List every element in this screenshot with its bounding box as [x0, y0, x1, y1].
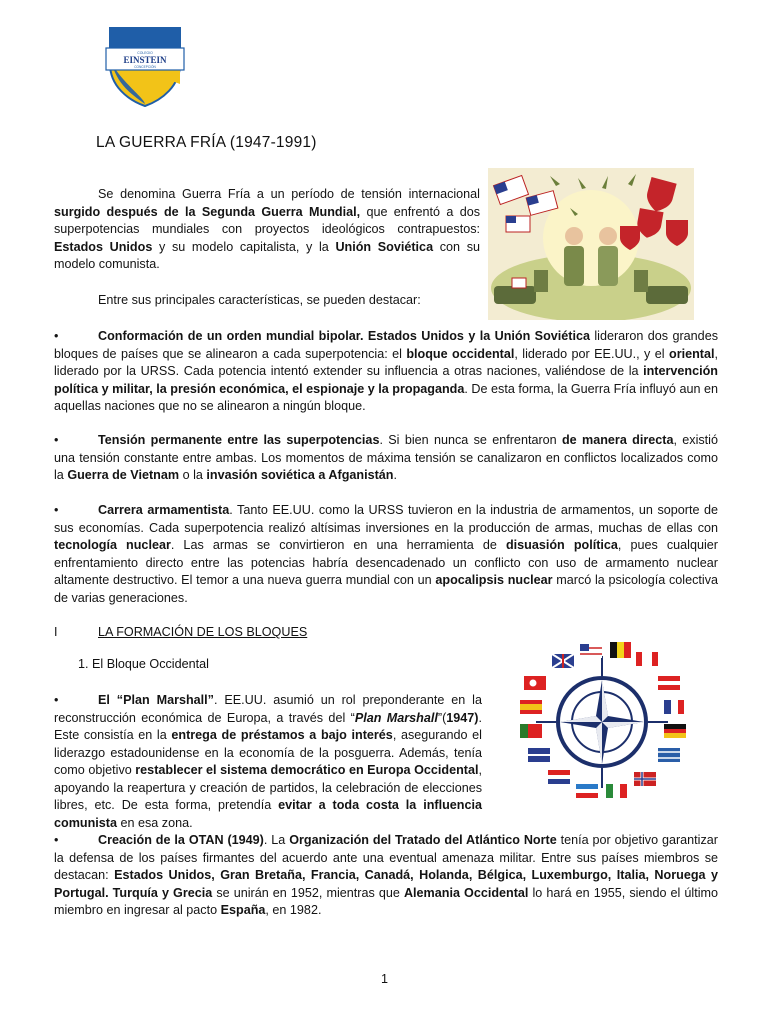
b3-bold-7: apocalipsis nuclear [435, 573, 553, 587]
m-9: , asegurando el liderazgo estadounidense en la economía de la posguerra. Además, tenía como objetivo [54, 728, 482, 777]
b3-text-6: , pues cualquier enfrentamiento directo entre las potencias habría desencadenado un conflicto con uso de armamento nuclear altamente destructivo. El temor a una nueva guerra mundial con un [54, 538, 718, 587]
o-3: Organización del Tratado del Atlántico Norte [289, 833, 557, 847]
o-9: España [220, 903, 266, 917]
b3-bold-3: tecnología nuclear [54, 538, 171, 552]
list-intro: Entre sus principales características, se pueden destacar: [98, 293, 421, 307]
m-11: , apoyando la reapertura y creación de partidos, la celebración de elecciones libres, etc. De esta forma, pretendía [54, 763, 482, 812]
bullet-bipolar [54, 328, 718, 416]
m-5: ”( [437, 710, 447, 725]
page-title: LA GUERRA FRÍA (1947-1991) [96, 134, 317, 151]
m-13: en esa zona. [116, 815, 193, 830]
m-12: evitar a toda costa la influencia comunista [54, 798, 482, 830]
m-1: El [98, 693, 117, 707]
bullet-marker: • [54, 329, 59, 343]
b2-bold-5: Guerra de Vietnam [67, 468, 180, 482]
b2-text-8: . [393, 468, 397, 482]
b1-text-8: . De esta forma, la Guerra Fría influyó aun en aquellas naciones que no se alinearon a ningún bloque. [54, 381, 718, 413]
intro-text-1: Se denomina Guerra Fría a un período de tensión internacional [98, 187, 480, 201]
bullet-tension [54, 432, 718, 485]
cold-war-cartoon-image [488, 168, 694, 320]
bullet-otan [54, 832, 718, 920]
m-8: entrega de préstamos a bajo interés [171, 728, 393, 742]
b2-bold-3: de manera directa [561, 433, 674, 447]
b2-text-6: o la [179, 468, 207, 482]
section-heading [54, 625, 307, 639]
m-3: . EE.UU. asumió un rol preponderante en la reconstrucción económica de Europa, a través del “ [54, 693, 482, 725]
b1-bold-7: intervención política y militar, la presión económica, el espionaje y la propaganda [54, 364, 718, 396]
nato-flags-image [516, 636, 688, 808]
b1-bold-3: bloque occidental [406, 346, 515, 361]
intro-bold-3: Unión Soviética [335, 239, 434, 254]
b2-text-4: , existió una tensión constante entre ambas. Los momentos de máxima tensión se canalizaron en conflictos localizados como la [54, 433, 718, 482]
intro-text-3: y su modelo capitalista, y la [152, 239, 336, 254]
b3-bold-1: Carrera armamentista [98, 503, 230, 517]
school-logo [104, 24, 186, 108]
section-label: LA FORMACIÓN DE LOS BLOQUES [98, 625, 308, 639]
intro-text-2: que enfrentó a dos superpotencias mundiales con proyectos ideológicos contrapuestos: [54, 204, 481, 236]
b3-bold-5: disuasión política [505, 538, 618, 552]
b3-text-4: . Las armas se convirtieron en una herramienta de [170, 538, 506, 552]
o-8: lo hará en 1955, siendo el último miembro en ingresar al pacto [54, 885, 718, 917]
b2-text-2: . Si bien nunca se enfrentaron [379, 433, 562, 447]
m-4: Plan Marshall [354, 710, 438, 725]
o-5: Estados Unidos, Gran Bretaña, Francia, Canadá, Holanda, Bélgica, Luxemburgo, Italia, Noruega y Portugal. Turquía y Grecia [54, 868, 718, 900]
bullet-arms-race [54, 502, 718, 607]
b1-bold-5: oriental [669, 346, 715, 361]
b1-bold-1: Conformación de un orden mundial bipolar. Estados Unidos y la Unión Soviética [98, 329, 590, 343]
subsection-heading: 1. El Bloque Occidental [78, 657, 209, 671]
section-number: I [54, 625, 58, 639]
intro-text-4: con su modelo comunista. [54, 239, 480, 271]
o-2: . La [263, 833, 290, 847]
intro-bold-1: surgido después de la Segunda Guerra Mundial, [54, 204, 361, 219]
b1-text-4: , liderado por EE.UU., y el [514, 346, 670, 361]
bullet-marshall-plan [54, 692, 482, 832]
intro-paragraph [54, 186, 480, 274]
logo-name: EINSTEIN [123, 55, 167, 65]
o-6: se unirán en 1952, mientras que [212, 885, 404, 900]
bullet-marker: • [54, 503, 59, 517]
logo-bottom-text: CONCEPCIÓN [134, 65, 156, 69]
bullet-marker: • [54, 693, 59, 707]
b3-text-2: . Tanto EE.UU. como la URSS tuvieron en la industria de armamentos, un soporte de sus economías. Cada superpotencia realizó altísimas inversiones en la producción de armas, muchas de ellas con [54, 503, 718, 535]
o-4: tenía por objetivo garantizar la defensa de los países firmantes del acuerdo ante una eventual amenaza militar. Entre sus países miembros se destacan: [54, 833, 718, 882]
b1-text-6: , liderado por la URSS. Cada potencia intentó extender su influencia a otras naciones, valiéndose de la [54, 346, 719, 378]
intro-bold-2: Estados Unidos [54, 239, 153, 254]
bullet-marker: • [54, 433, 59, 447]
o-10: , en 1982. [265, 903, 322, 917]
o-1: Creación de la OTAN (1949) [98, 833, 264, 847]
bullet-marker: • [54, 833, 59, 847]
m-6: 1947) [446, 710, 479, 725]
b2-bold-7: invasión soviética a Afganistán [206, 468, 394, 482]
o-7: Alemania Occidental [403, 885, 529, 900]
m-2: “Plan Marshall” [116, 693, 214, 707]
m-7: . Este consistía en la [54, 710, 482, 742]
logo-top-text: COLEGIO [137, 51, 153, 55]
b1-text-2: lideraron dos grandes bloques de países que se alinearon a cada superpotencia: el [54, 329, 718, 361]
page-number: 1 [381, 972, 389, 986]
b3-text-8: marcó la psicología colectiva de varias generaciones. [54, 573, 718, 605]
b2-bold-1: Tensión permanente entre las superpotencias [98, 433, 380, 447]
m-10: restablecer el sistema democrático en Europa Occidental [135, 763, 479, 777]
